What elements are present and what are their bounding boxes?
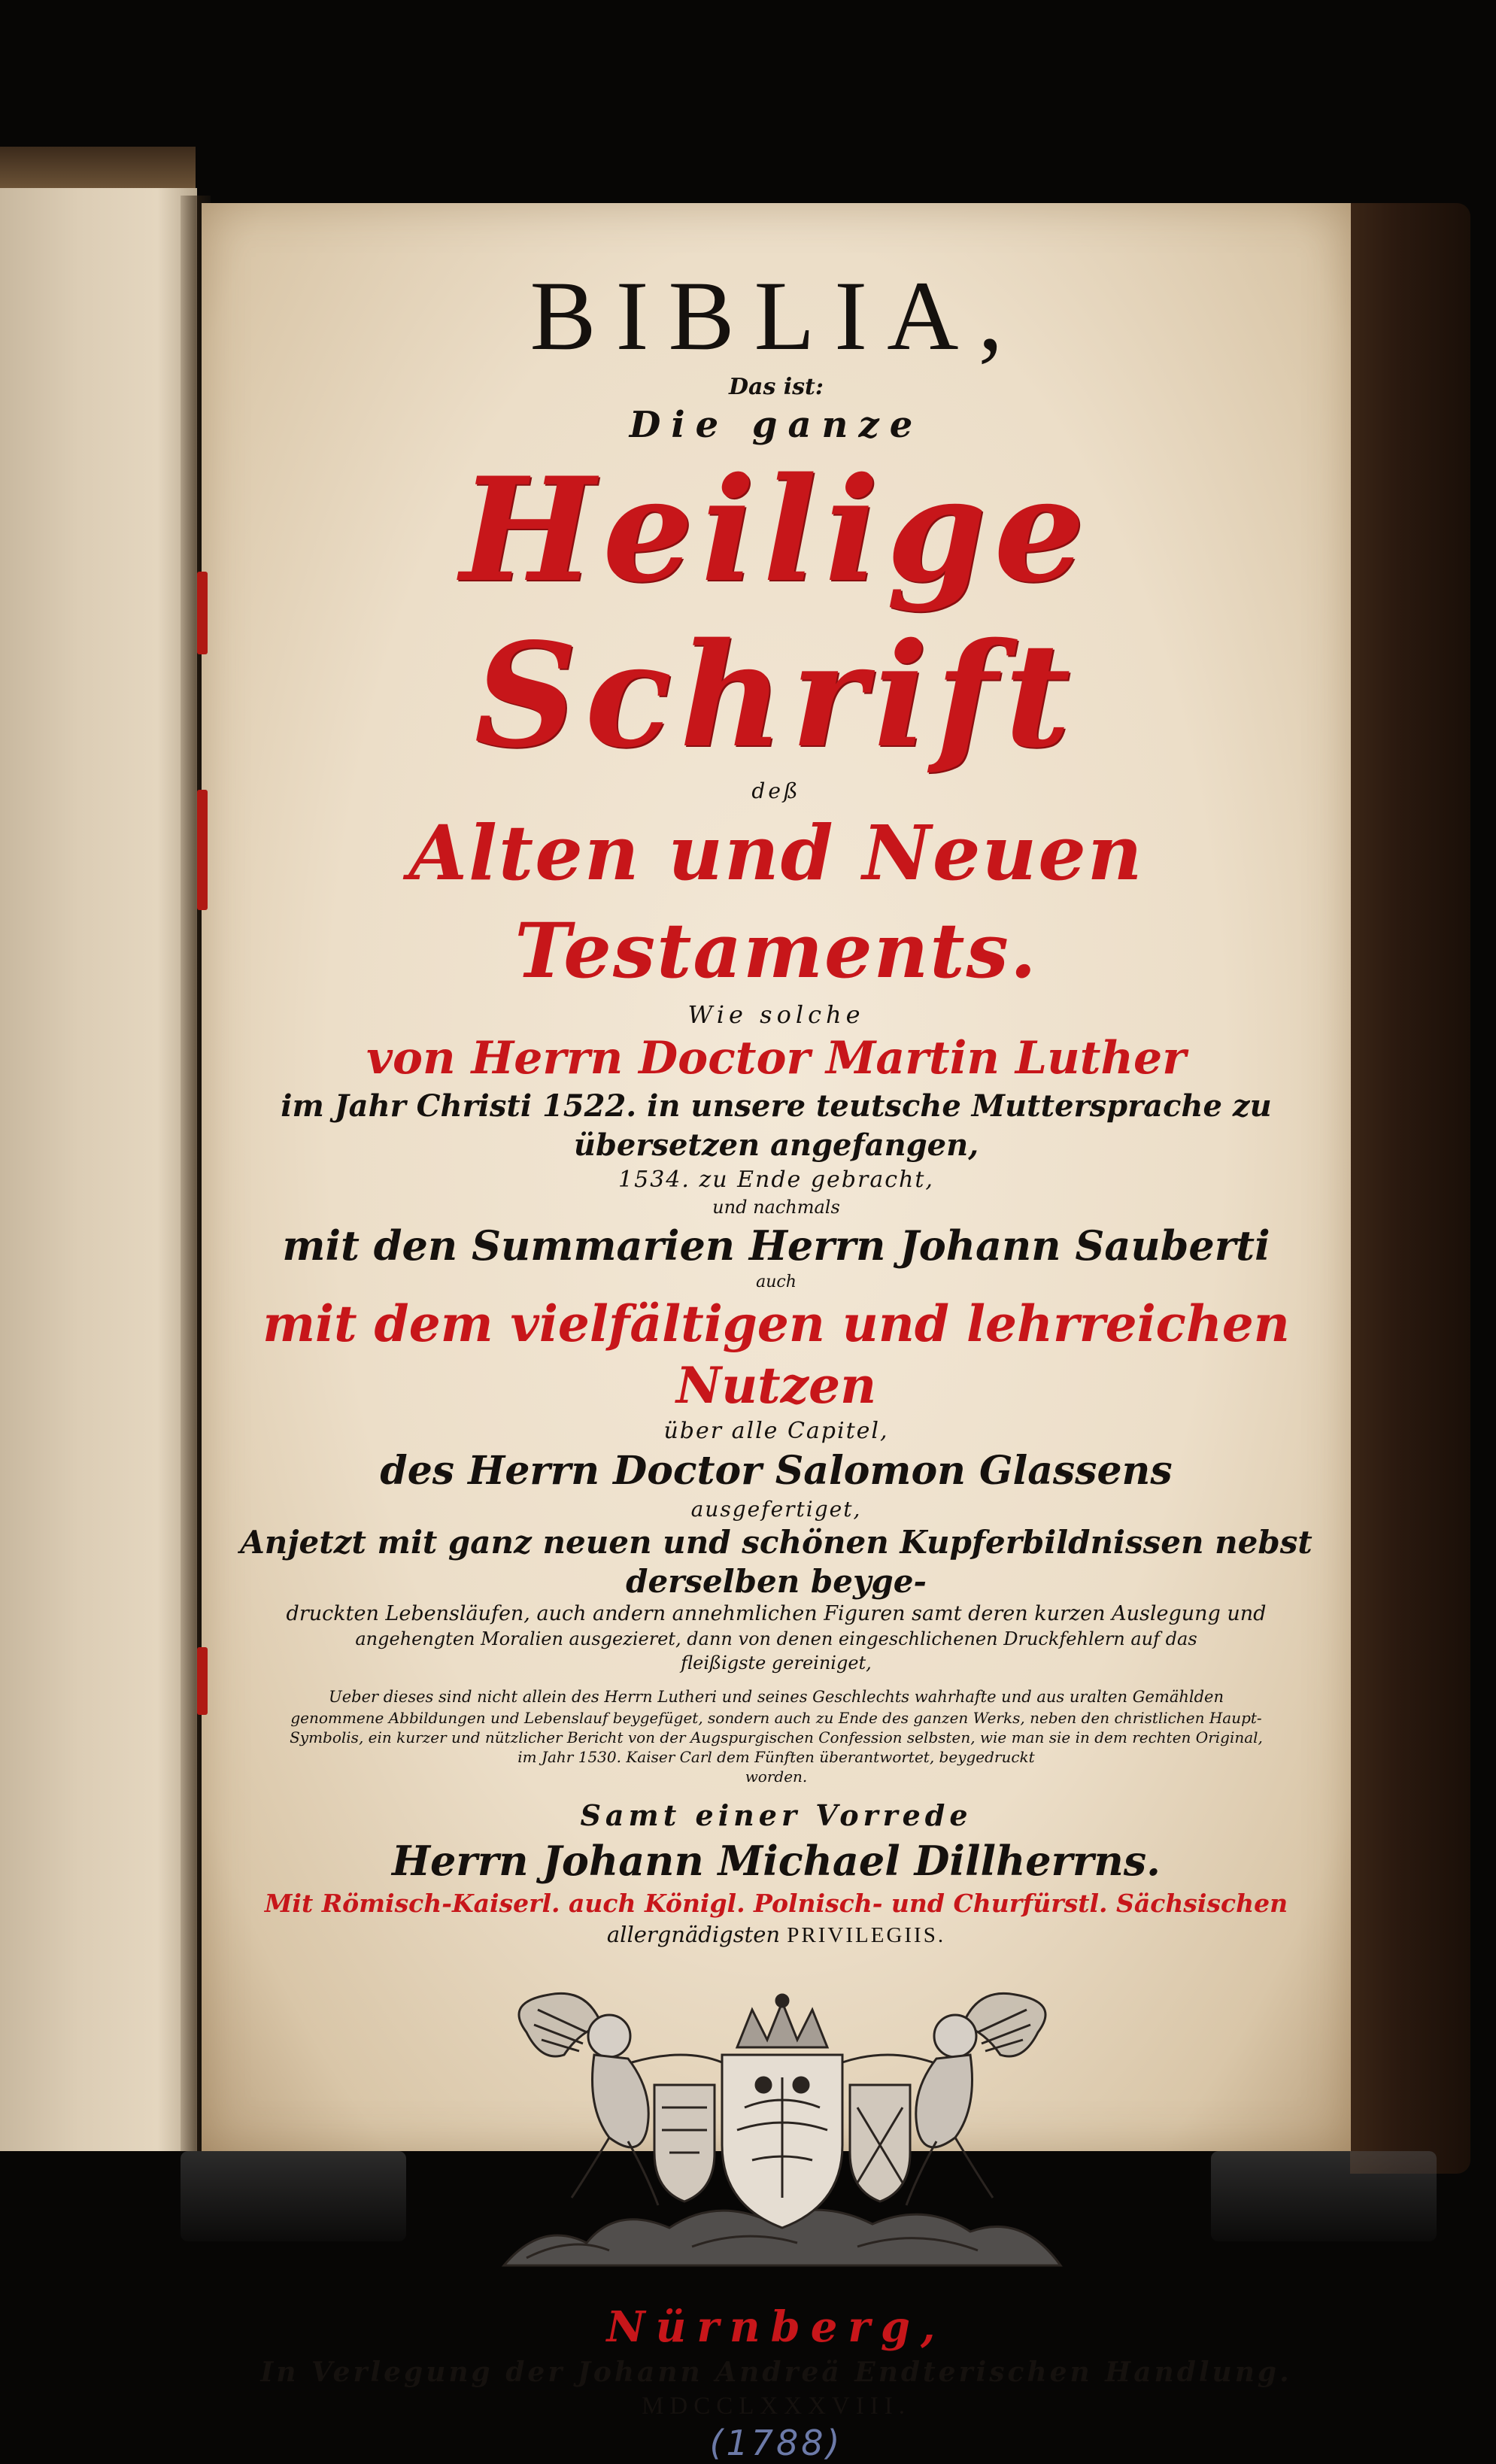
privileg-red-line: Mit Römisch-Kaiserl. auch Königl. Polnisch- und Churfürstl. Sächsischen [264,1889,1288,1918]
genommene-line: genommene Abbildungen und Lebenslauf beygefüget, sondern auch zu Ende des ganzen Werks, neben den christlichen Haupt- [290,1709,1262,1727]
ueber-capitel-line: über alle Capitel, [663,1418,889,1444]
book-cover-right [1350,203,1470,2174]
year-roman-line: MDCCLXXXVIII. [642,2393,911,2420]
privilegiis-text: PRIVILEGIIS. [787,1923,946,1947]
das-ist-line: Das ist: [728,374,824,400]
anjetzt-line: Anjetzt mit ganz neuen und schönen Kupferbildnissen nebst derselben beyge- [240,1524,1312,1600]
jahr-1530-line: im Jahr 1530. Kaiser Carl dem Fünften überantwortet, beygedruckt [517,1748,1035,1766]
worden-line: worden. [745,1768,808,1786]
privilegiis-line [226,1920,1327,1950]
angehengten-line: angehengten Moralien ausgezieret, dann von denen eingeschlichenen Druckfehlern auf das [355,1628,1197,1649]
year-pencil-annotation: (1788) [709,2423,843,2463]
title-page-text [226,259,1327,2464]
left-flyleaf [0,188,197,2151]
im-jahr-line: im Jahr Christi 1522. in unsere teutsche Muttersprache zu übersetzen angefangen, [281,1088,1272,1163]
red-edge-mark [197,790,208,910]
druckten-line: druckten Lebensläufen, auch andern annehmlichen Figuren samt deren kurzen Auslegung und [286,1602,1267,1625]
samt-vorrede-line: Samt einer Vorrede [580,1798,973,1832]
verlegung-line: In Verlegung der Johann Andreä Endterischen Handlung. [260,2356,1292,2388]
alten-neuen-testaments-heading: Alten und Neuen Testaments. [408,809,1144,995]
dillherrns-line: Herrn Johann Michael Dillherrns. [392,1837,1161,1885]
ausgefertiget-line: ausgefertiget, [690,1497,862,1522]
angels-coat-of-arms-vignette-icon [496,1980,1068,2280]
die-ganze-line: Die ganze [629,404,924,446]
wie-solche-line: Wie solche [687,1000,865,1029]
luther-line: von Herrn Doctor Martin Luther [366,1032,1186,1085]
nutzen-heading: mit dem vielfältigen und lehrreichen Nutzen [262,1294,1290,1415]
summarien-line: mit den Summarien Herrn Johann Sauberti [282,1221,1270,1270]
glassens-line: des Herrn Doctor Salomon Glassens [380,1448,1173,1494]
symbolis-line: Symbolis, ein kurzer und nützlicher Bericht von der Augspurgischen Confession selbsten, wie man sie in dem rechten Original, [290,1728,1263,1746]
title-biblia: BIBLIA, [530,260,1023,371]
ueber-dieses-line: Ueber dieses sind nicht allein des Herrn Lutheri und seines Geschlechts wahrhafte und aus uralten Gemählden [329,1688,1224,1706]
fleissigste-line: fleißigste gereiniget, [681,1652,872,1674]
heilige-schrift-heading: Heilige Schrift [460,446,1093,779]
vignette-area [226,1980,1327,2280]
dess-line: deß [751,778,801,803]
zu-ende-line: 1534. zu Ende gebracht, [618,1167,934,1193]
auch-line: auch [756,1273,797,1291]
und-nachmals-line: und nachmals [712,1197,840,1218]
nuernberg-line: Nürnberg, [606,2302,946,2352]
allergnaedigsten-text: allergnädigsten [606,1922,781,1947]
red-edge-mark [197,1647,208,1715]
red-edge-mark [197,572,208,654]
